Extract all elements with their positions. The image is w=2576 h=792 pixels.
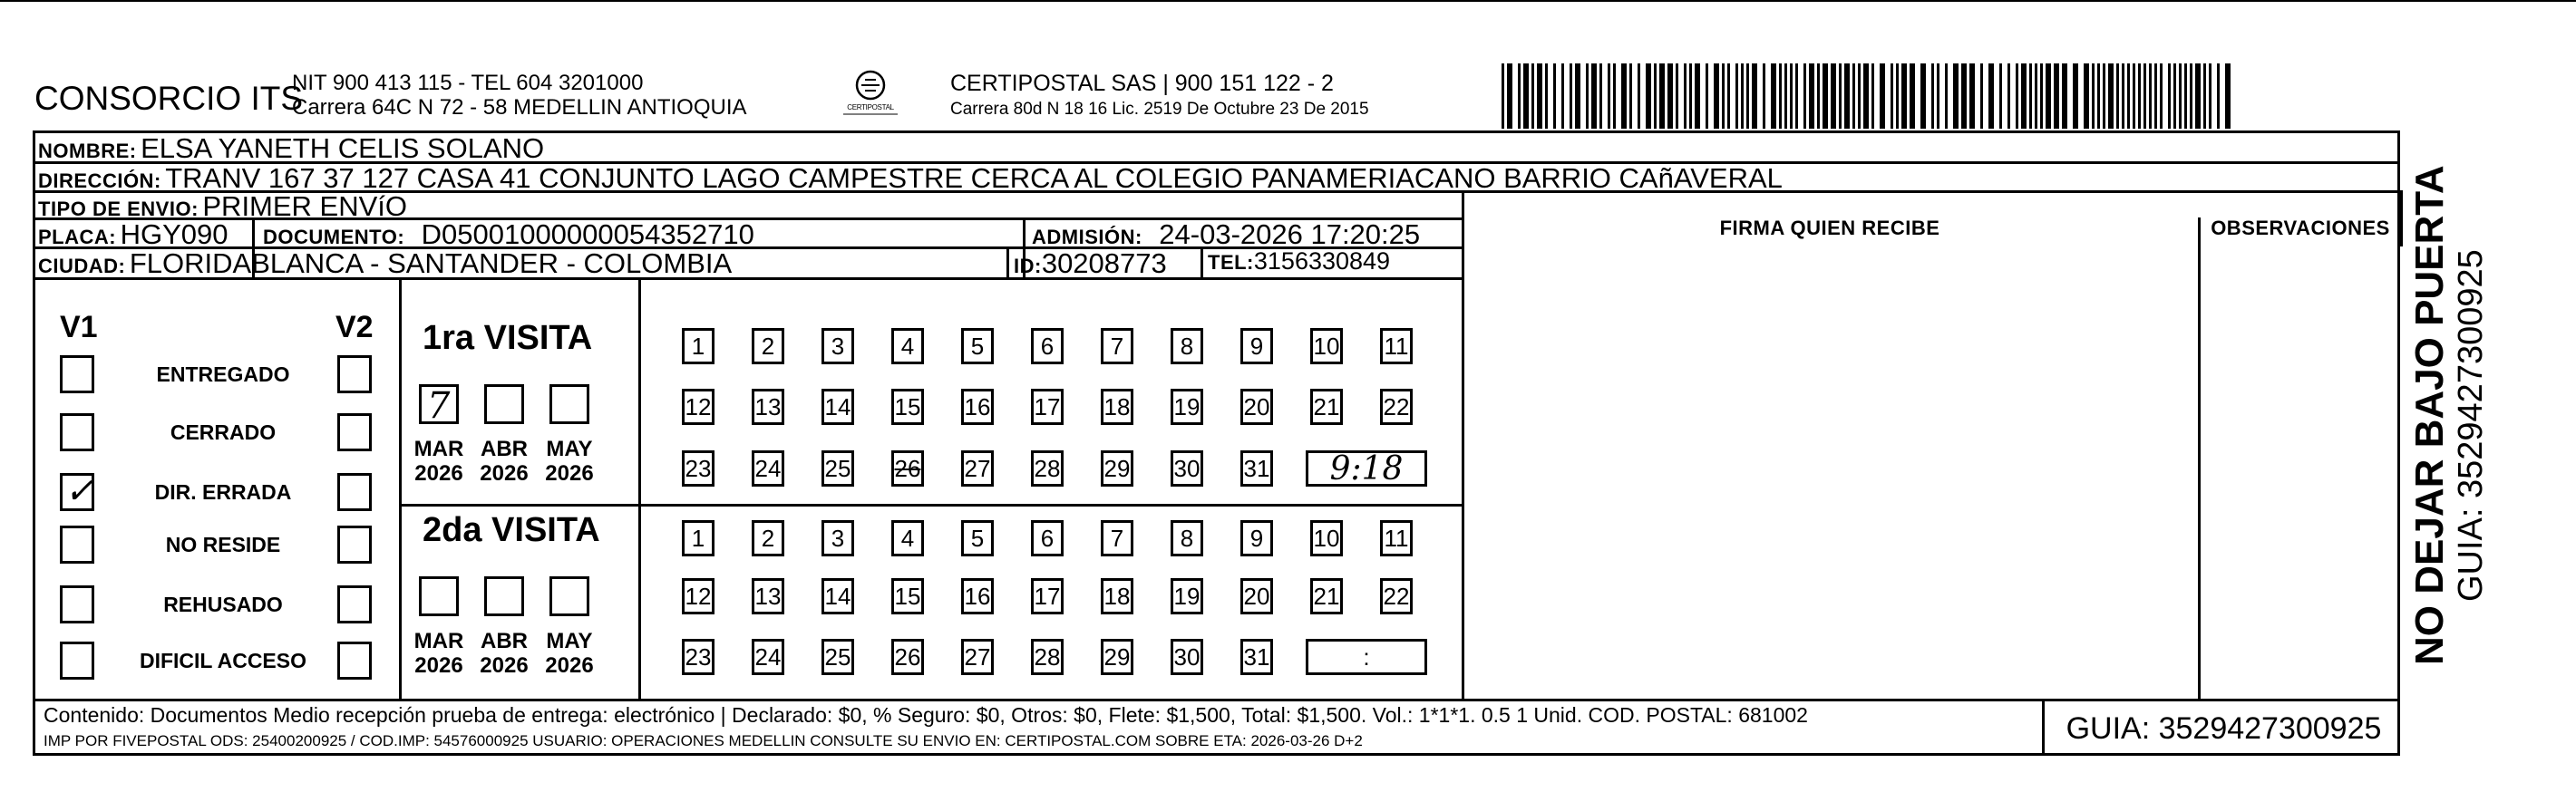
day-box[interactable]: 14 (821, 389, 854, 425)
barcode-bar (1901, 63, 1907, 129)
day-box[interactable]: 23 (682, 639, 714, 675)
day-box[interactable]: 27 (961, 450, 994, 487)
barcode (1502, 63, 2231, 129)
barcode-bar (1931, 63, 1934, 129)
footer-guia: GUIA: 3529427300925 (2066, 711, 2382, 746)
barcode-bar (1531, 63, 1534, 129)
month-checkbox[interactable] (549, 576, 589, 616)
barcode-bar (2195, 63, 2201, 129)
barcode-bar (1763, 63, 1765, 129)
barcode-bar (1790, 63, 1793, 129)
rule (1023, 217, 1026, 246)
day-box[interactable]: 22 (1380, 389, 1413, 425)
rule (399, 277, 402, 700)
day-box[interactable]: 27 (961, 639, 994, 675)
tipo-value: PRIMER ENVíO (202, 190, 408, 222)
barcode-bar (1735, 63, 1738, 129)
barcode-bar (2133, 63, 2135, 129)
v2-checkbox[interactable] (337, 473, 372, 511)
tel-value: 3156330849 (1253, 247, 1391, 275)
day-box[interactable]: 25 (821, 450, 854, 487)
barcode-bar (1575, 63, 1580, 129)
barcode-bar (1654, 63, 1657, 129)
month-label: MAY 2026 (545, 629, 594, 678)
admision-row (1032, 218, 1420, 251)
v1-checkbox[interactable] (60, 642, 94, 680)
status-label: NO RESIDE (165, 533, 281, 556)
barcode-bar (1839, 63, 1842, 129)
month-label: ABR 2026 (480, 629, 529, 678)
barcode-bar (2016, 63, 2018, 129)
day-box[interactable]: 21 (1310, 578, 1343, 614)
day-box[interactable]: 1 (682, 328, 714, 364)
firma-label: FIRMA QUIEN RECIBE (1719, 217, 1940, 239)
day-box[interactable]: 7 (1101, 520, 1133, 556)
day-box[interactable]: 21 (1310, 389, 1343, 425)
documento-row (263, 218, 754, 251)
time-box[interactable]: : (1306, 639, 1427, 675)
barcode-bar (1779, 63, 1782, 129)
barcode-bar (1502, 63, 1504, 129)
barcode-bar (2149, 63, 2152, 129)
status-label: DIFICIL ACCESO (139, 649, 306, 672)
status-label: ENTREGADO (156, 362, 290, 386)
day-box[interactable]: 13 (752, 389, 784, 425)
barcode-bar (1809, 63, 1814, 129)
barcode-bar (1561, 63, 1564, 129)
day-box[interactable]: 6 (1031, 328, 1064, 364)
barcode-bar (2097, 63, 2100, 129)
barcode-bar (1980, 63, 1983, 129)
barcode-bar (1676, 63, 1678, 129)
firma-area[interactable] (1464, 246, 2197, 698)
carrier-name: CERTIPOSTAL SAS | 900 151 122 - 2 (950, 71, 1334, 96)
barcode-bar (1722, 63, 1725, 129)
documento-label: DOCUMENTO: (263, 226, 405, 248)
day-box[interactable]: 18 (1101, 389, 1133, 425)
month-label: ABR 2026 (480, 437, 529, 486)
barcode-bar (1858, 63, 1861, 129)
day-box[interactable]: 3 (821, 328, 854, 364)
time-box[interactable]: 9:18 (1306, 450, 1427, 487)
nombre-row (38, 132, 544, 165)
tipo-label: TIPO DE ENVIO: (38, 198, 199, 220)
barcode-bar (2103, 63, 2105, 129)
barcode-bar (1823, 63, 1828, 129)
day-box[interactable]: 6 (1031, 520, 1064, 556)
barcode-bar (1852, 63, 1855, 129)
month-label: MAR 2026 (413, 437, 464, 486)
barcode-bar (2209, 63, 2211, 129)
second-visit-title: 2da VISITA (423, 511, 600, 549)
day-box[interactable]: 20 (1240, 389, 1273, 425)
day-box[interactable]: 2 (752, 520, 784, 556)
barcode-bar (1920, 63, 1926, 129)
barcode-bar (1695, 63, 1700, 129)
day-box[interactable]: 5 (961, 520, 994, 556)
day-box[interactable]: 31 (1240, 639, 1273, 675)
barcode-bar (1646, 63, 1651, 129)
barcode-bar (1667, 63, 1673, 129)
status-label: REHUSADO (163, 593, 283, 616)
day-box[interactable]: 12 (682, 389, 714, 425)
day-box[interactable]: 28 (1031, 639, 1064, 675)
month-label: MAR 2026 (413, 629, 464, 678)
day-box[interactable]: 19 (1171, 389, 1203, 425)
barcode-bar (1871, 63, 1874, 129)
barcode-bar (1507, 63, 1512, 129)
barcode-bar (2173, 63, 2176, 129)
placa-value: HGY090 (120, 218, 228, 250)
barcode-bar (1752, 63, 1757, 129)
barcode-bar (1961, 63, 1967, 129)
day-box[interactable]: 17 (1031, 389, 1064, 425)
barcode-bar (1613, 63, 1616, 129)
month-checkbox[interactable] (484, 576, 524, 616)
barcode-bar (1523, 63, 1529, 129)
barcode-bar (1727, 63, 1730, 129)
barcode-bar (1988, 63, 1994, 129)
barcode-bar (1771, 63, 1776, 129)
barcode-bar (2021, 63, 2027, 129)
barcode-bar (1629, 63, 1632, 129)
tel-row (1208, 247, 1390, 275)
direccion-label: DIRECCIÓN: (38, 169, 161, 192)
id-row (1014, 247, 1167, 280)
ciudad-row (38, 247, 732, 280)
barcode-bar (2190, 63, 2192, 129)
barcode-bar (2007, 63, 2010, 129)
v1-checkbox[interactable] (60, 585, 94, 623)
barcode-bar (1795, 63, 1798, 129)
day-box[interactable]: 16 (961, 578, 994, 614)
barcode-bar (1953, 63, 1959, 129)
placa-label: PLACA: (38, 226, 117, 248)
barcode-bar (2184, 63, 2187, 129)
barcode-bar (2092, 63, 2095, 129)
first-visit-title: 1ra VISITA (423, 319, 593, 357)
carrier-license: Carrera 80d N 18 16 Lic. 2519 De Octubre 23 De 2015 (950, 100, 1369, 119)
barcode-bar (2040, 63, 2043, 129)
barcode-bar (1999, 63, 2002, 129)
v1-checkbox[interactable] (60, 526, 94, 564)
barcode-bar (2073, 63, 2078, 129)
barcode-bar (1817, 63, 1820, 129)
day-box[interactable]: 28 (1031, 450, 1064, 487)
barcode-bar (1570, 63, 1572, 129)
footer-line-1: Contenido: Documentos Medio recepción prueba de entrega: electrónico | Declarado: $0, % Seguro: $0, Otros: $0, Flete: $1,500, Total: $1,500. Vol.: 1*1*1. 0.5 1 Unid. COD. POSTAL: 681002 (44, 703, 1808, 727)
day-box[interactable]: 13 (752, 578, 784, 614)
barcode-bar (2035, 63, 2037, 129)
barcode-bar (1831, 63, 1836, 129)
day-box[interactable]: 10 (1310, 328, 1343, 364)
month-checkbox[interactable] (484, 384, 524, 424)
documento-value: D05001000000054352710 (421, 218, 754, 250)
barcode-bar (2138, 63, 2141, 129)
barcode-bar (1945, 63, 1948, 129)
barcode-bar (2217, 63, 2220, 129)
id-value: 30208773 (1041, 247, 1167, 279)
id-label: ID: (1014, 255, 1042, 277)
handwritten-month-mark: 7 (427, 385, 451, 427)
barcode-bar (1537, 63, 1542, 129)
barcode-bar (1863, 63, 1869, 129)
day-box[interactable]: 29 (1101, 639, 1133, 675)
day-box[interactable]: 16 (961, 389, 994, 425)
day-box[interactable]: 10 (1310, 520, 1343, 556)
observaciones-label: OBSERVACIONES (2211, 217, 2390, 239)
barcode-bar (2108, 63, 2114, 129)
day-box[interactable]: 18 (1101, 578, 1133, 614)
barcode-bar (1803, 63, 1806, 129)
day-box[interactable]: 15 (891, 389, 924, 425)
check-mark-icon: ✓ (64, 470, 95, 512)
rule (2042, 699, 2045, 756)
barcode-bar (1599, 63, 1602, 129)
barcode-bar (1621, 63, 1627, 129)
day-box[interactable]: 8 (1171, 328, 1203, 364)
v2-checkbox[interactable] (337, 642, 372, 680)
day-box[interactable]: 8 (1171, 520, 1203, 556)
day-box[interactable]: 11 (1380, 520, 1413, 556)
v1-checkbox[interactable] (60, 355, 94, 393)
barcode-bar (1608, 63, 1610, 129)
status-label: DIR. ERRADA (154, 480, 292, 504)
day-box[interactable]: 2 (752, 328, 784, 364)
barcode-bar (2062, 63, 2067, 129)
rule (638, 277, 641, 700)
day-box[interactable]: 19 (1171, 578, 1203, 614)
day-box[interactable]: 7 (1101, 328, 1133, 364)
placa-row (38, 218, 228, 251)
day-box[interactable]: 1 (682, 520, 714, 556)
top-edge (0, 0, 2576, 2)
barcode-bar (1896, 63, 1899, 129)
barcode-bar (1659, 63, 1665, 129)
barcode-bar (1844, 63, 1850, 129)
barcode-bar (1638, 63, 1640, 129)
day-box[interactable]: 31 (1240, 450, 1273, 487)
day-box[interactable]: 4 (891, 328, 924, 364)
day-box[interactable]: 20 (1240, 578, 1273, 614)
day-box[interactable]: 9 (1240, 328, 1273, 364)
barcode-bar (2203, 63, 2206, 129)
admision-value: 24-03-2026 17:20:25 (1159, 218, 1421, 250)
rule (1201, 246, 1203, 277)
barcode-bar (1586, 63, 1589, 129)
observaciones-area[interactable] (2202, 246, 2399, 698)
status-label: CERRADO (170, 420, 277, 444)
tel-label: TEL: (1208, 251, 1254, 274)
ciudad-label: CIUDAD: (38, 255, 126, 277)
day-box[interactable]: 26 (891, 450, 924, 487)
day-box[interactable]: 30 (1171, 639, 1203, 675)
rule (399, 504, 1463, 507)
day-box[interactable]: 12 (682, 578, 714, 614)
barcode-bar (1880, 63, 1885, 129)
barcode-bar (1545, 63, 1548, 129)
day-box[interactable]: 14 (821, 578, 854, 614)
side-guia: GUIA: 3529427300925 (2452, 249, 2490, 602)
day-box[interactable]: 5 (961, 328, 994, 364)
admision-label: ADMISIÓN: (1032, 226, 1142, 248)
barcode-bar (1969, 63, 1975, 129)
day-box[interactable]: 3 (821, 520, 854, 556)
barcode-bar (1784, 63, 1787, 129)
barcode-bar (2029, 63, 2032, 129)
barcode-bar (2225, 63, 2231, 129)
v2-checkbox[interactable] (337, 585, 372, 623)
month-checkbox[interactable] (549, 384, 589, 424)
v1-label: V1 (60, 310, 98, 344)
barcode-bar (2054, 63, 2059, 129)
day-box[interactable]: 30 (1171, 450, 1203, 487)
day-box[interactable]: 15 (891, 578, 924, 614)
barcode-bar (1714, 63, 1719, 129)
month-checkbox[interactable] (419, 384, 459, 427)
barcode-bar (2084, 63, 2089, 129)
barcode-bar (2046, 63, 2051, 129)
no-dejar-bajo-puerta: NO DEJAR BAJO PUERTA (2407, 165, 2452, 665)
barcode-bar (1910, 63, 1915, 129)
barcode-bar (2168, 63, 2171, 129)
barcode-bar (2160, 63, 2163, 129)
barcode-bar (1937, 63, 1939, 129)
barcode-bar (1684, 63, 1687, 129)
company-nit: NIT 900 413 115 - TEL 604 3201000 (292, 71, 644, 95)
v2-checkbox[interactable] (337, 413, 372, 451)
v2-checkbox[interactable] (337, 355, 372, 393)
barcode-bar (1706, 63, 1708, 129)
barcode-bar (1553, 63, 1556, 129)
footer-line-2: IMP POR FIVEPOSTAL ODS: 25400200925 / COD.IMP: 54576000925 USUARIO: OPERACIONES MEDELLIN CONSULTE SU ENVIO EN: CERTIPOSTAL.COM SOBRE ETA: 2026-03-26 D+2 (44, 732, 1363, 749)
barcode-bar (2122, 63, 2124, 129)
day-box[interactable]: 24 (752, 450, 784, 487)
v1-checkbox[interactable] (60, 470, 95, 512)
direccion-value: TRANV 167 37 127 CASA 41 CONJUNTO LAGO CAMPESTRE CERCA AL COLEGIO PANAMERIACANO BARRIO CAñAVERAL (165, 162, 1783, 194)
barcode-bar (1746, 63, 1749, 129)
day-box[interactable]: 4 (891, 520, 924, 556)
nombre-label: NOMBRE: (38, 140, 137, 162)
barcode-bar (1518, 63, 1521, 129)
company-address: Carrera 64C N 72 - 58 MEDELLIN ANTIOQUIA (292, 95, 747, 120)
rule (2400, 190, 2403, 246)
month-checkbox[interactable] (419, 576, 459, 616)
company-name: CONSORCIO ITS (34, 80, 304, 117)
day-box[interactable]: 25 (821, 639, 854, 675)
barcode-bar (2154, 63, 2157, 129)
day-box[interactable]: 17 (1031, 578, 1064, 614)
logo-caption: CERTIPOSTAL (847, 103, 894, 111)
nombre-value: ELSA YANETH CELIS SOLANO (141, 132, 545, 164)
v2-checkbox[interactable] (337, 526, 372, 564)
ciudad-value: FLORIDABLANCA - SANTANDER - COLOMBIA (129, 247, 733, 279)
rule (1006, 246, 1009, 277)
day-box[interactable]: 22 (1380, 578, 1413, 614)
barcode-bar (2116, 63, 2119, 129)
day-box[interactable]: 24 (752, 639, 784, 675)
rule (2198, 217, 2201, 700)
barcode-bar (1891, 63, 1893, 129)
barcode-bar (2143, 63, 2146, 129)
month-label: MAY 2026 (545, 437, 594, 486)
certipostal-logo (834, 67, 907, 120)
barcode-bar (1591, 63, 1597, 129)
rule (33, 699, 2400, 701)
barcode-bar (1689, 63, 1692, 129)
day-box[interactable]: 11 (1380, 328, 1413, 364)
rule (252, 217, 255, 246)
barcode-bar (2179, 63, 2182, 129)
day-box[interactable]: 29 (1101, 450, 1133, 487)
barcode-bar (2127, 63, 2130, 129)
day-box[interactable]: 9 (1240, 520, 1273, 556)
day-box[interactable]: 23 (682, 450, 714, 487)
day-box[interactable]: 26 (891, 639, 924, 675)
v1-checkbox[interactable] (60, 413, 94, 451)
v2-label: V2 (335, 310, 374, 344)
barcode-bar (1741, 63, 1744, 129)
